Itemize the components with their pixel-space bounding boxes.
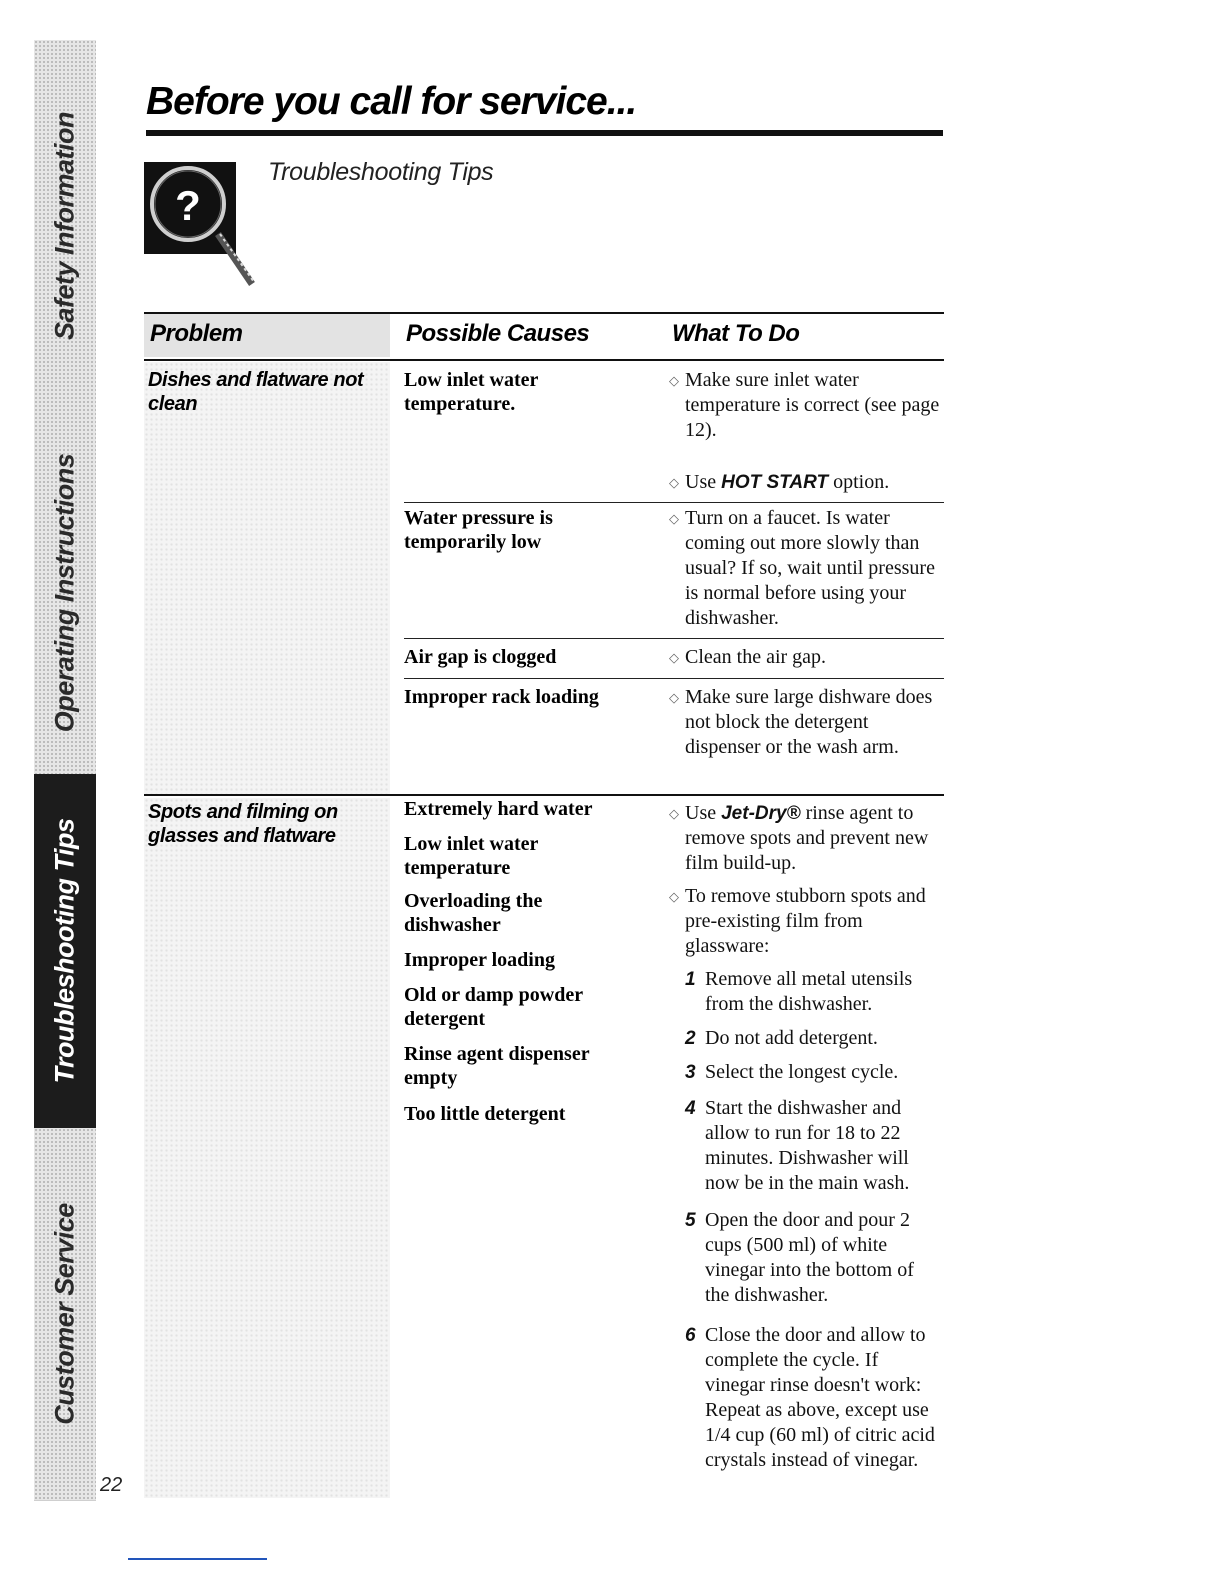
page-title: Before you call for service...: [146, 80, 637, 123]
todo-text: Make sure inlet water temperature is correct (see page 12).: [685, 369, 940, 441]
todo-clean-air-gap: [669, 645, 940, 670]
step-text: Remove all metal utensils from the dishwasher.: [705, 968, 913, 1015]
header-rule: [144, 359, 944, 361]
question-magnifier-icon: [144, 160, 268, 290]
tab-troubleshooting-tips[interactable]: [34, 774, 96, 1129]
cause-hard-water: Extremely hard water: [404, 798, 593, 820]
bullet-icon: ◇: [669, 650, 679, 665]
step-number: 1: [685, 969, 696, 990]
todo-text: Use: [685, 802, 717, 824]
bullet-icon: ◇: [669, 889, 679, 904]
problem-dishes-not-clean: Dishes and flatware not clean: [148, 369, 364, 415]
section-subtitle: Troubleshooting Tips: [268, 158, 494, 186]
todo-text: Turn on a faucet. Is water coming out more slowly than usual? If so, wait until pressure is normal before using your dishwasher.: [685, 507, 935, 629]
cause-too-little-detergent: Too little detergent: [404, 1103, 566, 1125]
page-number: 22: [100, 1474, 123, 1496]
cause-overloading: Overloading the dishwasher: [404, 890, 543, 936]
todo-text: Use: [685, 471, 717, 493]
bullet-icon: ◇: [669, 690, 679, 705]
step-4: [685, 1096, 940, 1196]
todo-use-hot-start: [669, 470, 940, 495]
header-problem: Problem: [150, 320, 243, 347]
step-3: [685, 1060, 940, 1085]
jet-dry-brand: Jet-Dry®: [721, 803, 801, 824]
section-tabs: [34, 40, 96, 1500]
tab-label: Operating Instructions: [49, 453, 80, 733]
problem-cell-shade: [144, 798, 390, 1498]
row-divider: [404, 678, 944, 679]
todo-check-inlet-temperature: [669, 368, 940, 443]
step-text: Select the longest cycle.: [705, 1061, 899, 1083]
row-divider: [404, 502, 944, 503]
todo-check-faucet: [669, 506, 940, 631]
tab-safety-information[interactable]: [34, 40, 96, 413]
step-number: 5: [685, 1210, 696, 1231]
cause-low-inlet-temperature: Low inlet water temperature: [404, 833, 539, 879]
cause-improper-rack-loading: Improper rack loading: [404, 686, 599, 708]
tab-label: Troubleshooting Tips: [49, 818, 80, 1084]
step-1: [685, 967, 940, 1017]
problem-cell-shade: [144, 362, 390, 794]
bottom-underline: [128, 1558, 267, 1560]
tab-label: Safety Information: [49, 111, 80, 341]
step-text: Start the dishwasher and allow to run for 18 to 22 minutes. Dishwasher will now be in the main wash.: [705, 1097, 910, 1194]
bullet-icon: ◇: [669, 373, 679, 388]
step-number: 4: [685, 1098, 696, 1119]
todo-text: rinse agent to remove spots and prevent new film build-up.: [685, 802, 929, 874]
tab-label: Customer Service: [49, 1203, 80, 1425]
cause-old-detergent: Old or damp powder detergent: [404, 984, 583, 1030]
step-number: 2: [685, 1028, 696, 1049]
step-6: [685, 1323, 940, 1473]
step-number: 6: [685, 1325, 696, 1346]
bullet-icon: ◇: [669, 806, 679, 821]
cause-improper-loading: Improper loading: [404, 949, 555, 971]
todo-text: Make sure large dishware does not block the detergent dispenser or the wash arm.: [685, 686, 933, 758]
bullet-icon: ◇: [669, 475, 679, 490]
todo-text: Clean the air gap.: [685, 646, 827, 668]
todo-remove-stubborn-spots: [669, 884, 940, 959]
step-2: [685, 1026, 940, 1051]
title-rule: [146, 130, 943, 136]
cause-air-gap-clogged: Air gap is clogged: [404, 646, 557, 668]
cause-low-inlet-temperature: Low inlet water temperature.: [404, 369, 539, 415]
row-divider: [404, 638, 944, 639]
tab-operating-instructions[interactable]: [34, 412, 96, 775]
header-possible-causes: Possible Causes: [406, 320, 590, 347]
todo-text: option.: [833, 471, 890, 493]
todo-check-dishware-placement: [669, 685, 940, 760]
hot-start-option: HOT START: [721, 472, 829, 493]
tab-customer-service[interactable]: [34, 1128, 96, 1501]
problem-spots-and-filming: Spots and filming on glasses and flatware: [148, 801, 338, 847]
cause-low-water-pressure: Water pressure is temporarily low: [404, 507, 553, 553]
step-text: Do not add detergent.: [705, 1027, 878, 1049]
step-number: 3: [685, 1062, 696, 1083]
row-separator: [144, 794, 944, 796]
cause-rinse-agent-empty: Rinse agent dispenser empty: [404, 1043, 590, 1089]
step-text: Open the door and pour 2 cups (500 ml) of white vinegar into the bottom of the dishwasher.: [705, 1209, 914, 1306]
todo-use-jet-dry: [669, 801, 940, 876]
todo-text: To remove stubborn spots and pre-existing film from glassware:: [685, 885, 926, 957]
svg-text:?: ?: [175, 182, 201, 229]
bullet-icon: ◇: [669, 511, 679, 526]
step-5: [685, 1208, 940, 1308]
header-what-to-do: What To Do: [672, 320, 800, 347]
step-text: Close the door and allow to complete the cycle. If vinegar rinse doesn't work: Repeat as above, except use 1/4 cup (60 ml) of citric acid crystals instead of vinegar.: [705, 1324, 935, 1471]
